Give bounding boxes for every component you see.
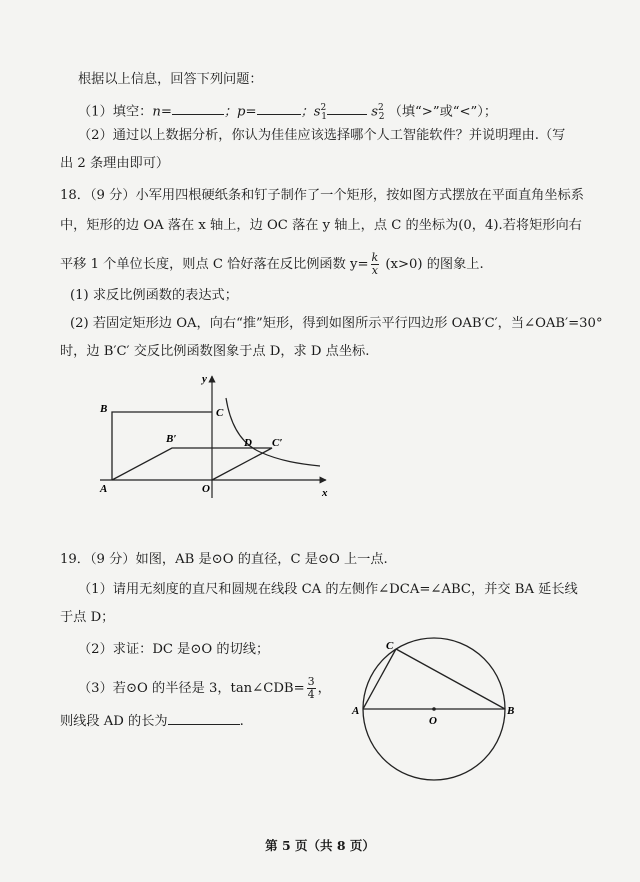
label-x: x: [322, 487, 328, 499]
label-B-prime: B′: [166, 433, 177, 445]
q18-line1: 18．（9 分）小军用四根硬纸条和钉子制作了一个矩形，按如图方式摆放在平面直角坐标系: [60, 188, 584, 203]
q18-line3-b: (x>0) 的图象上.: [385, 257, 484, 272]
q19-part3-cont: [60, 710, 244, 732]
q17-p1-p: ；p=: [223, 104, 257, 120]
q17-p1-n: n=: [152, 104, 172, 120]
q19-part1: （1）请用无刻度的直尺和圆规在线段 CA 的左侧作∠DCA=∠ABC，并交 BA 延长线: [78, 582, 578, 597]
q18-coordinate-figure: [90, 368, 350, 508]
q19-part3c-b: .: [239, 714, 244, 729]
q19-part2: （2）求证：DC 是⊙O 的切线；: [78, 642, 270, 657]
q18-line2: 中，矩形的边 OA 落在 x 轴上，边 OC 落在 y 轴上，点 C 的坐标为(0，4).若将矩形向右: [60, 218, 582, 233]
label-B: B: [100, 403, 108, 415]
q18-line3-a: 平移 1 个单位长度，则点 C 恰好落在反比例函数 y=: [60, 257, 369, 272]
label-C-prime: C′: [272, 437, 283, 449]
q19-part3: [78, 676, 331, 701]
q17-part2: （2）通过以上数据分析，你认为佳佳应该选择哪个人工智能软件？并说明理由.（写: [78, 128, 566, 143]
q19-part3-a: （3）若⊙O 的半径是 3，tan∠CDB=: [78, 681, 305, 696]
q18-part2-cont: 时，边 B′C′ 交反比例函数图象于点 D，求 D 点坐标.: [60, 344, 370, 359]
label-A: A: [352, 705, 360, 717]
q19-part3-b: ，: [317, 681, 331, 696]
q19-part3c-a: 则线段 AD 的长为: [60, 714, 168, 729]
q18-part1: (1) 求反比例函数的表达式；: [70, 288, 238, 303]
fraction-k-over-x: $\frac{k}{x}$: [371, 251, 379, 277]
q19-part1-cont: 于点 D；: [60, 610, 115, 625]
q19-circle-figure: [350, 632, 530, 788]
q17-p1-label: （1）填空：: [78, 104, 153, 120]
label-O: O: [429, 715, 437, 727]
answer-blank-ad[interactable]: [168, 710, 240, 725]
q17-p1-s1: ；s: [300, 104, 321, 120]
answer-blank-n[interactable]: [172, 100, 224, 115]
q17-part2-cont: 出 2 条理由即可）: [60, 156, 170, 171]
label-O: O: [202, 483, 210, 495]
rectangle-oabc: [112, 412, 212, 480]
chord-ca: [363, 649, 396, 709]
q18-part2: (2) 若固定矩形边 OA，向右“推”矩形，得到如图所示平行四边形 OAB′C′，当∠OAB′=30°: [70, 316, 603, 331]
fraction-3-over-4: $\frac{3}{4}$: [307, 675, 315, 701]
answer-blank-p[interactable]: [257, 100, 301, 115]
parallelogram-oab2c2: [112, 448, 272, 480]
q18-line3: [60, 252, 484, 277]
q19-line1: 19．（9 分）如图，AB 是⊙O 的直径，C 是⊙O 上一点.: [60, 552, 388, 567]
label-y: y: [202, 373, 207, 385]
label-C: C: [386, 640, 394, 652]
label-A: A: [100, 483, 108, 495]
chord-cb: [396, 649, 505, 709]
intro-text: 根据以上信息，回答下列问题：: [78, 72, 263, 87]
hyperbola-curve: [226, 398, 320, 466]
page-footer: 第 5 页（共 8 页）: [265, 838, 375, 853]
label-B: B: [507, 705, 515, 717]
center-point: [432, 707, 436, 711]
q17-part1: （1）填空：n= ；p= ；$s^2_1$ $s^2_2$ （填“>”或“<”）；: [78, 98, 497, 127]
label-D: D: [244, 437, 252, 449]
label-C: C: [216, 407, 224, 419]
answer-blank-compare[interactable]: [327, 100, 367, 115]
q17-p1-s2: s: [371, 104, 378, 120]
q17-p1-tail: （填“>”或“<”）；: [388, 104, 498, 120]
